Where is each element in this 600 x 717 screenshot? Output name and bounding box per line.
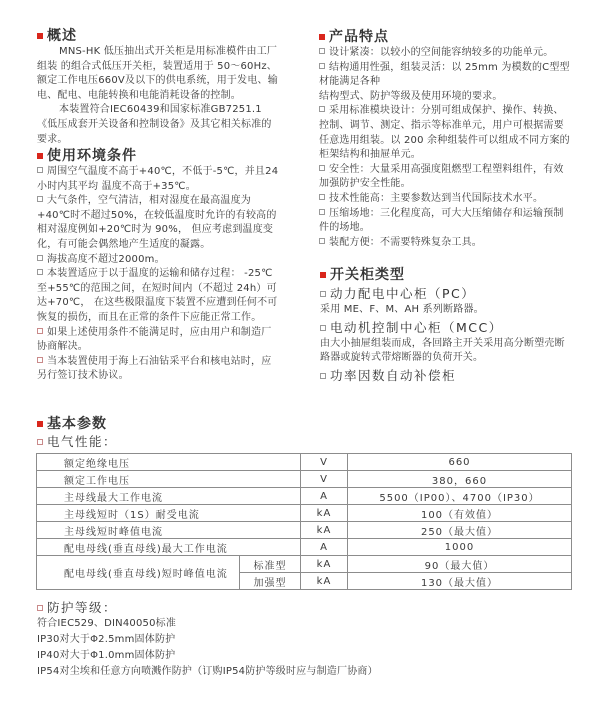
param-value: 380，660 (348, 471, 572, 488)
features-section (319, 28, 571, 250)
table-row (37, 539, 572, 556)
table-row (37, 488, 572, 505)
param-unit: V (301, 454, 348, 471)
params-heading (37, 415, 337, 433)
param-unit: A (301, 488, 348, 505)
param-unit: kA (301, 573, 348, 590)
param-unit: kA (301, 505, 348, 522)
checkbox-bullet-icon (319, 209, 325, 215)
type-name (320, 366, 572, 385)
type-name (320, 318, 572, 337)
param-value: 250（最大值） (348, 522, 572, 539)
checkbox-bullet-icon (37, 439, 43, 445)
environment-item-text: 当本装置使用于海上石油钻采平台和核电站时，应另行签订技术协议。 (37, 355, 272, 382)
environment-item-text: 周围空气温度不高于+40℃，不低于-5℃，并且24小时内其平均 温度不高于+35℃。 (37, 166, 279, 192)
protection-line: IP40对大于Φ1.0mm固体防护 (37, 650, 176, 661)
feature-item (319, 236, 571, 251)
environment-item (37, 253, 281, 268)
environment-item (37, 165, 281, 194)
param-label: 主母线最大工作电流 (37, 488, 301, 505)
types-heading (320, 266, 572, 284)
feature-item-text: 压缩场地：三化程度高，可大大压缩储存和运输预制件的场地。 (319, 207, 564, 234)
electrical-heading (37, 433, 337, 451)
checkbox-bullet-icon (37, 255, 43, 261)
environment-item-text: 如果上述使用条件不能满足时，应由用户和制造厂协商解决。 (37, 326, 272, 353)
red-square-bullet-icon (37, 421, 43, 427)
type-desc: 由大小抽屉组装而成，各回路主开关采用高分断塑壳断路器或旋转式带熔断器的负荷开关。 (320, 337, 565, 364)
param-unit: V (301, 471, 348, 488)
param-unit: kA (301, 556, 348, 573)
protection-heading (37, 599, 577, 616)
types-title: 开关柜类型 (330, 267, 405, 283)
param-label: 配电母线(垂直母线)最大工作电流 (37, 539, 301, 556)
param-subtype: 加强型 (240, 573, 301, 590)
param-value: 660 (348, 454, 572, 471)
checkbox-bullet-icon (319, 106, 325, 112)
type-name (320, 284, 572, 303)
params-title: 基本参数 (47, 416, 107, 432)
feature-item-text: 设计紧凑：以较小的空间能容纳较多的功能单元。 (329, 47, 554, 58)
feature-item-text: 采用标准模块设计：分别可组成保护、操作、转换、控制、调节、测定、指示等标准单元，用户可根据需要任意选用组装。以 200 余种组装件可以组成不同方案的柜架结构和抽屉单元。 (319, 105, 570, 161)
feature-item-text: 装配方便：不需要特殊复杂工具。 (329, 236, 482, 248)
checkbox-bullet-icon (319, 165, 325, 171)
electrical-title: 电气性能： (47, 434, 118, 449)
environment-item (37, 194, 281, 252)
red-square-bullet-icon (37, 33, 43, 39)
checkbox-bullet-icon (320, 325, 326, 331)
overview-heading (37, 27, 281, 45)
feature-item (319, 104, 571, 162)
table-row (37, 556, 572, 573)
protection-line: IP30对大于Φ2.5mm固体防护 (37, 634, 176, 645)
type-name-text: 功率因数自动补偿柜 (330, 367, 457, 383)
param-subtype: 标准型 (240, 556, 301, 573)
feature-item-text: 结构通用性强，组装灵活：以 25mm 为模数的C型型材能满足各种 (319, 61, 570, 88)
checkbox-bullet-icon (37, 167, 43, 173)
electrical-params-table (36, 453, 572, 590)
params-section (37, 415, 337, 451)
environment-title: 使用环境条件 (47, 148, 137, 164)
checkbox-bullet-icon (37, 269, 43, 275)
environment-item-text: 大气条件，空气清洁，相对湿度在最高温度为+40℃时不超过50%，在较低温度时允许的有较高的相对湿度例如+20℃时为 90%， 但应考虑到温度变化，有可能会偶然地产生适度的凝露。 (37, 195, 277, 250)
param-label: 主母线短时峰值电流 (37, 522, 301, 539)
param-unit: kA (301, 522, 348, 539)
param-label: 额定绝缘电压 (37, 454, 301, 471)
overview-section (37, 27, 281, 147)
checkbox-bullet-icon (319, 238, 325, 244)
feature-item-text: 安全性：大量采用高强度阻燃型工程塑料组件，有效加强防护安全性能。 (319, 163, 564, 190)
types-section (320, 266, 572, 385)
red-square-bullet-icon (320, 272, 326, 278)
param-label: 配电母线(垂直母线)短时峰值电流 (37, 556, 240, 590)
red-square-bullet-icon (37, 153, 43, 159)
type-name-text: 电动机控制中心柜（MCC） (330, 319, 503, 335)
red-square-bullet-icon (319, 34, 325, 40)
protection-line: 符合IEC529、DIN40050标准 (37, 618, 177, 629)
param-value: 90（最大值） (348, 556, 572, 573)
environment-item (37, 326, 281, 355)
feature-item (319, 46, 571, 61)
protection-line: IP54对尘埃和任意方向喷溅作防护（订购IP54防护等级时应与制造厂协商） (37, 666, 378, 677)
protection-section (37, 599, 577, 680)
environment-section (37, 147, 281, 384)
param-label: 额定工作电压 (37, 471, 301, 488)
param-label: 主母线短时（1S）耐受电流 (37, 505, 301, 522)
environment-heading (37, 147, 281, 165)
checkbox-bullet-icon (319, 63, 325, 69)
feature-item (319, 61, 571, 90)
protection-title: 防护等级： (47, 600, 118, 615)
checkbox-bullet-icon (320, 291, 326, 297)
feature-item (319, 207, 571, 236)
features-title: 产品特点 (329, 29, 389, 45)
feature-item-continuation: 结构型式、防护等级及使用环境的要求。 (319, 90, 503, 102)
param-value: 100（有效值） (348, 505, 572, 522)
checkbox-bullet-icon (37, 196, 43, 202)
features-heading (319, 28, 571, 46)
checkbox-bullet-icon (37, 357, 43, 363)
checkbox-bullet-icon (320, 373, 326, 379)
table-row (37, 454, 572, 471)
overview-title: 概述 (47, 28, 77, 44)
param-value: 1000 (348, 539, 572, 556)
environment-item (37, 355, 281, 384)
table-row (37, 505, 572, 522)
type-name-text: 动力配电中心柜（PC） (330, 286, 476, 301)
feature-item-text: 技术性能高：主要参数达到当代国际技术水平。 (329, 192, 544, 204)
overview-paragraph: 本装置符合IEC60439和国家标准GB7251.1《低压成套开关设备和控制设备》及其它相关标准的要求。 (37, 104, 272, 145)
type-desc: 采用 ME、F、M、AH 系列断路器。 (320, 304, 484, 315)
checkbox-bullet-icon (37, 605, 43, 611)
environment-item (37, 267, 281, 325)
overview-paragraph: MNS-HK 低压抽出式开关柜是用标准模件由工厂组装 的组合式低压开关柜，装置适用于 50～60Hz、额定工作电压660V及以下的供电系统，用于发电、输电、配电、电能转换和电能消耗设备的控制。 (37, 46, 278, 101)
checkbox-bullet-icon (319, 194, 325, 200)
table-row (37, 522, 572, 539)
table-row (37, 471, 572, 488)
feature-item (319, 163, 571, 192)
param-value: 5500（IP00）、4700（IP30） (348, 488, 572, 505)
param-unit: A (301, 539, 348, 556)
checkbox-bullet-icon (319, 48, 325, 54)
feature-item (319, 192, 571, 207)
checkbox-bullet-icon (37, 328, 43, 334)
environment-item-text: 海拔高度不超过2000m。 (47, 253, 165, 265)
environment-item-text: 本装置适应于以于温度的运输和储存过程： -25℃至+55℃的范围之间，在短时间内（不超过 24h）可达+70℃， 在这些极限温度下装置不应遭到任何不可恢复的损伤，而且在正常的条件下应能正常工作。 (37, 268, 278, 323)
param-value: 130（最大值） (348, 573, 572, 590)
